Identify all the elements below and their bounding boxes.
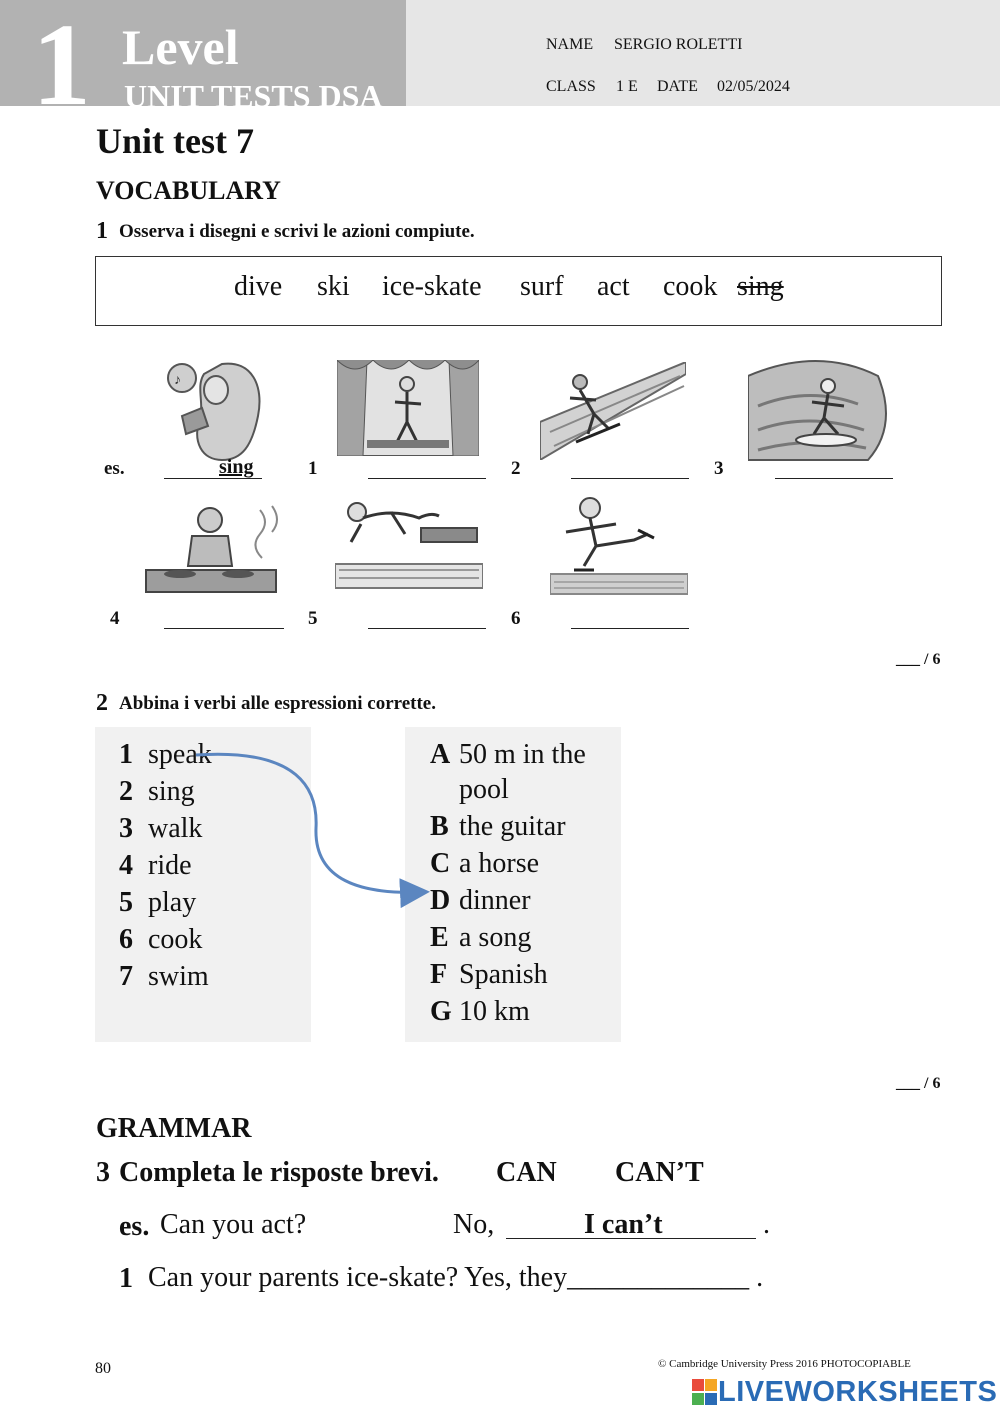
level-banner — [0, 0, 406, 106]
cook-picture — [140, 500, 282, 596]
exercise3-instruction: Completa le risposte brevi. — [119, 1157, 439, 1188]
exercise1-instruction: Osserva i disegni e scrivi le azioni compiute. — [119, 221, 475, 242]
class-value: 1 E — [616, 78, 638, 95]
verb-number: 2 — [119, 776, 133, 807]
skier-picture — [540, 362, 686, 460]
expression-text: Spanish — [459, 959, 548, 990]
example-question: Can you act? — [160, 1209, 307, 1240]
ice-skater-picture — [550, 494, 688, 596]
answer-field-5[interactable] — [368, 628, 486, 629]
word-dive: dive — [234, 271, 283, 302]
exercise2-score: ___ / 6 — [896, 1075, 941, 1092]
surfer-picture — [748, 356, 890, 464]
expression-text-line2: pool — [459, 774, 509, 805]
exercise1-score: ___ / 6 — [896, 651, 941, 668]
verb-text: sing — [148, 776, 195, 807]
exercise1-number: 1 — [96, 218, 108, 244]
expression-text: a song — [459, 922, 532, 953]
example-answer-prefix: No, — [453, 1209, 495, 1240]
diver-picture — [335, 494, 483, 594]
expression-text: dinner — [459, 885, 531, 916]
expression-letter: D — [430, 885, 451, 916]
expression-text: 10 km — [459, 996, 530, 1027]
date-value: 02/05/2024 — [717, 78, 790, 95]
name-value: SERGIO ROLETTI — [614, 36, 743, 53]
word-ski: ski — [317, 271, 350, 302]
verb-number: 7 — [119, 961, 133, 992]
answer-field-2[interactable] — [571, 478, 689, 479]
exercise2-instruction: Abbina i verbi alle espressioni corrette. — [119, 693, 436, 714]
verb-text: ride — [148, 850, 192, 881]
item-label-3: 3 — [714, 458, 724, 479]
exercise3-number: 3 — [96, 1157, 110, 1188]
answer-field-1[interactable] — [368, 478, 486, 479]
answer-example: sing — [219, 456, 254, 478]
option-can: CAN — [496, 1157, 557, 1188]
singer-picture — [152, 356, 272, 464]
level-word: Level — [122, 19, 239, 75]
item1-number: 1 — [119, 1263, 133, 1294]
word-surf: surf — [520, 271, 564, 302]
verb-number: 1 — [119, 739, 133, 770]
liveworksheets-logo — [692, 1376, 997, 1409]
word-ice-skate: ice-skate — [382, 271, 482, 302]
item-label-4: 4 — [110, 608, 120, 629]
word-box — [95, 256, 942, 326]
copyright-text: © Cambridge University Press 2016 PHOTOCOPIABLE — [658, 1358, 911, 1370]
word-cook: cook — [663, 271, 718, 302]
verb-number: 4 — [119, 850, 133, 881]
liveworksheets-brand: LIVEWORKSHEETS — [718, 1376, 998, 1408]
item-label-5: 5 — [308, 608, 318, 629]
example-end: . — [763, 1209, 770, 1240]
exercise2-number: 2 — [96, 690, 108, 716]
answer-field-4[interactable] — [164, 628, 284, 629]
expression-letter: G — [430, 996, 452, 1027]
level-number: 1 — [32, 0, 91, 106]
item-label-example: es. — [104, 458, 125, 479]
expression-letter: C — [430, 848, 451, 879]
grammar-heading: GRAMMAR — [96, 1113, 252, 1144]
verbs-box — [95, 727, 311, 1042]
expression-letter: A — [430, 739, 451, 770]
answer-field-3[interactable] — [775, 478, 893, 479]
expression-letter: B — [430, 811, 449, 842]
option-cant: CAN’T — [615, 1157, 704, 1188]
example-answer: I can’t — [584, 1209, 663, 1240]
example-label: es. — [119, 1211, 150, 1242]
liveworksheets-icon — [692, 1379, 718, 1407]
svg-text:♪: ♪ — [174, 373, 181, 388]
expression-letter: F — [430, 959, 448, 990]
expression-text: the guitar — [459, 811, 566, 842]
actor-on-stage-picture — [337, 360, 479, 456]
page-title: Unit test 7 — [96, 121, 254, 161]
name-label: NAME — [546, 36, 594, 53]
item-label-2: 2 — [511, 458, 521, 479]
date-label: DATE — [657, 78, 698, 95]
page-number: 80 — [95, 1360, 111, 1377]
word-sing-crossed: sing — [737, 271, 784, 302]
verb-text: play — [148, 887, 197, 918]
expression-text: 50 m in the — [459, 739, 586, 770]
verb-number: 6 — [119, 924, 133, 955]
item-label-1: 1 — [308, 458, 318, 479]
verb-number: 5 — [119, 887, 133, 918]
word-act: act — [597, 271, 630, 302]
expression-letter: E — [430, 922, 449, 953]
class-label: CLASS — [546, 78, 596, 95]
verb-text: walk — [148, 813, 203, 844]
vocabulary-heading: VOCABULARY — [96, 176, 281, 205]
level-subtitle: UNIT TESTS DSA — [124, 78, 383, 106]
expression-text: a horse — [459, 848, 540, 879]
verb-number: 3 — [119, 813, 133, 844]
verb-text: swim — [148, 961, 209, 992]
item1-text[interactable]: Can your parents ice-skate? Yes, they_____________ . — [148, 1262, 764, 1293]
answer-field-6[interactable] — [571, 628, 689, 629]
verb-text: speak — [148, 739, 212, 770]
verb-text: cook — [148, 924, 203, 955]
item-label-6: 6 — [511, 608, 521, 629]
